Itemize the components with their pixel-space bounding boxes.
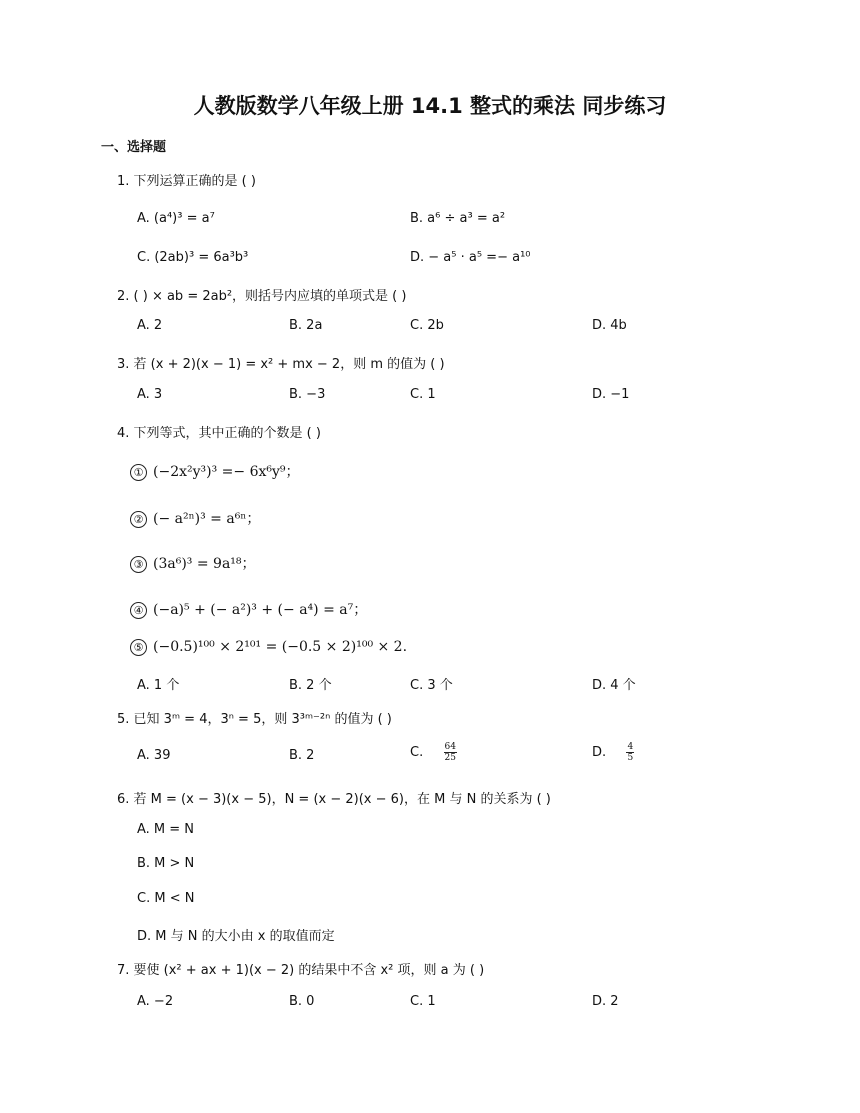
q2-option-d: D. 4b: [592, 318, 627, 333]
q1-option-c: C. (2ab)³ = 6a³b³: [137, 250, 249, 265]
q4-item-3: ③ (3a⁶)³ = 9a¹⁸；: [130, 553, 256, 573]
q4-option-a: A. 1 个: [137, 678, 180, 693]
q2-option-c: C. 2b: [410, 318, 444, 333]
q5-option-a: A. 39: [137, 748, 171, 763]
q4-item-5: ⑤ (−0.5)¹⁰⁰ × 2¹⁰¹ = (−0.5 × 2)¹⁰⁰ × 2.: [130, 639, 407, 656]
question-4-stem: 4. 下列等式，其中正确的个数是 ( ): [117, 426, 321, 441]
question-5-stem: 5. 已知 3ᵐ = 4，3ⁿ = 5，则 3³ᵐ⁻²ⁿ 的值为 ( ): [117, 712, 392, 727]
question-7-stem: 7. 要使 (x² + ax + 1)(x − 2) 的结果中不含 x² 项，则 a 为 ( ): [117, 963, 485, 978]
q5-option-d: D. $\frac{4}{5}$: [592, 742, 634, 763]
q6-option-d: D. M 与 N 的大小由 x 的取值而定: [137, 929, 335, 944]
q4-item-1: ① (−2x²y³)³ =− 6x⁶y⁹；: [130, 461, 300, 481]
circled-number: ③: [130, 556, 147, 573]
q3-option-b: B. −3: [289, 387, 326, 402]
q5-option-c: C. $\frac{64}{25}$: [410, 742, 456, 763]
q5-option-b: B. 2: [289, 748, 315, 763]
q2-option-a: A. 2: [137, 318, 163, 333]
fraction: $\frac{64}{25}$: [444, 742, 456, 763]
q7-option-a: A. −2: [137, 994, 174, 1009]
question-6-stem: 6. 若 M = (x − 3)(x − 5)，N = (x − 2)(x − 6)，在 M 与 N 的关系为 ( ): [117, 792, 551, 807]
q4-item-4: ④ (−a)⁵ + (− a²)³ + (− a⁴) = a⁷；: [130, 599, 367, 619]
q1-option-a: A. (a⁴)³ = a⁷: [137, 211, 215, 226]
circled-number: ④: [130, 602, 147, 619]
question-3-stem: 3. 若 (x + 2)(x − 1) = x² + mx − 2，则 m 的值为 ( ): [117, 357, 445, 372]
circled-number: ②: [130, 511, 147, 528]
q1-option-d: D. − a⁵ · a⁵ =− a¹⁰: [410, 250, 531, 265]
q6-option-c: C. M < N: [137, 891, 195, 906]
q3-option-a: A. 3: [137, 387, 163, 402]
circled-number: ⑤: [130, 639, 147, 656]
q1-option-b: B. a⁶ ÷ a³ = a²: [410, 211, 506, 226]
q7-option-d: D. 2: [592, 994, 619, 1009]
page-title: 人教版数学八年级上册 14.1 整式的乘法 同步练习: [193, 94, 667, 118]
question-1-stem: 1. 下列运算正确的是 ( ): [117, 174, 256, 189]
q4-option-d: D. 4 个: [592, 678, 636, 693]
question-2-stem: 2. ( ) × ab = 2ab²，则括号内应填的单项式是 ( ): [117, 289, 407, 304]
q7-option-c: C. 1: [410, 994, 436, 1009]
fraction: $\frac{4}{5}$: [627, 742, 634, 763]
q4-option-c: C. 3 个: [410, 678, 453, 693]
q4-item-2: ② (− a²ⁿ)³ = a⁶ⁿ；: [130, 508, 260, 528]
q3-option-d: D. −1: [592, 387, 630, 402]
q7-option-b: B. 0: [289, 994, 315, 1009]
q3-option-c: C. 1: [410, 387, 436, 402]
section-heading: 一、选择题: [101, 140, 167, 155]
q4-option-b: B. 2 个: [289, 678, 332, 693]
q6-option-a: A. M = N: [137, 822, 195, 837]
q2-option-b: B. 2a: [289, 318, 323, 333]
q6-option-b: B. M > N: [137, 856, 195, 871]
circled-number: ①: [130, 464, 147, 481]
